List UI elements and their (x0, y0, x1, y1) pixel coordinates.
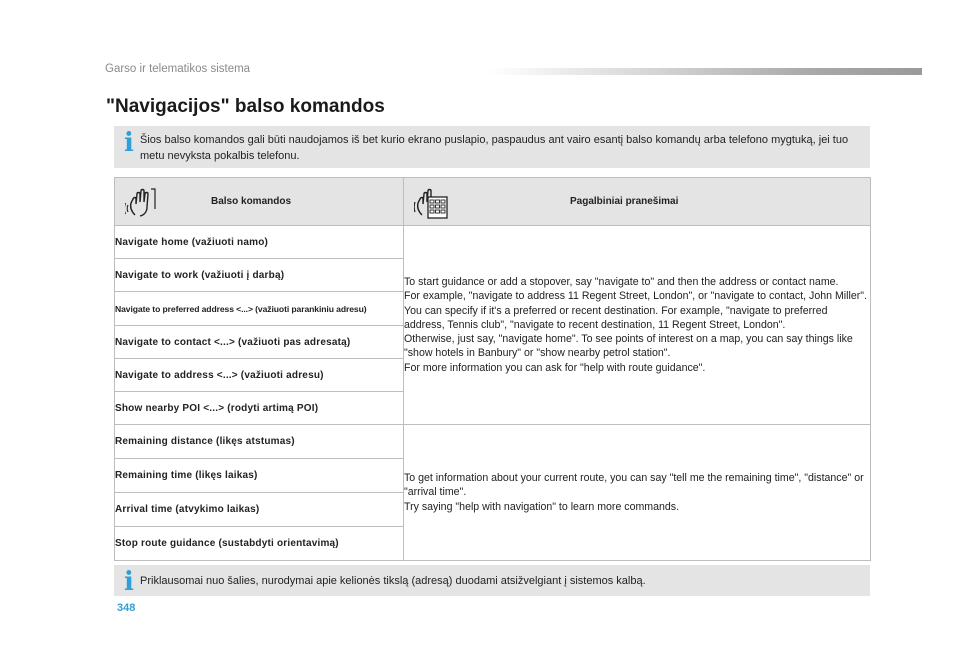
page-number: 348 (117, 602, 136, 614)
header-gradient-bar (488, 68, 922, 75)
info-box-top-text: Šios balso komandos gali būti naudojamos iš bet kurio ekrano puslapio, paspaudus ant vairo esantį balso komandų arba telefono mygtuką, jei tuo metu nevyksta pokalbis telefonu. (140, 134, 849, 162)
col2-header-label: Pagalbiniai pranešimai (570, 196, 679, 207)
section-header-label: Garso ir telematikos sistema (105, 63, 251, 75)
info-box-bottom-text: Priklausomai nuo šalies, nurodymai apie kelionės tikslą (adresą) duodami atsižvelgiant į sistemos kalbą. (140, 575, 646, 587)
command-cell: Navigate home (važiuoti namo) (115, 226, 404, 259)
page-title: "Navigacijos" balso komandos (106, 96, 385, 117)
col2-header (404, 178, 871, 226)
command-cell: Remaining time (likęs laikas) (115, 459, 404, 493)
info-box-top (114, 126, 870, 168)
col1-header-label: Balso komandos (211, 196, 292, 207)
command-cell: Show nearby POI <...> (rodyti artimą POI) (115, 392, 404, 425)
info-icon: i (124, 567, 134, 597)
response-text-route-info: To get information about your current route, you can say "tell me the remaining time", "distance" or "arrival time". Try saying "help with navigation" to learn more commands. (404, 472, 864, 513)
info-icon: i (124, 128, 134, 158)
table-row (115, 226, 871, 259)
response-text-navigation: To start guidance or add a stopover, say "navigate to" and then the address or contact name. For example, "navigate to address 11 Regent Street, London", or "navigate to contact, John Miller". You can specify if it's a preferred or recent destination. For example, "navigate to preferred address, Tennis club", "navigate to recent destination, 11 Regent Street, London". Otherwise, just say, "navigate home". To see points of interest on a map, you can say things like "show hotels in Banbury" or "show nearby petrol station". For more information you can ask for "help with route guidance". (404, 276, 867, 374)
command-cell: Navigate to contact <...> (važiuoti pas adresatą) (115, 326, 404, 359)
command-cell: Remaining distance (likęs atstumas) (115, 425, 404, 459)
voice-hand-icon (125, 185, 159, 219)
command-cell: Arrival time (atvykimo laikas) (115, 493, 404, 527)
info-box-bottom (114, 565, 870, 596)
col1-header (115, 178, 404, 226)
command-cell: Navigate to work (važiuoti į darbą) (115, 259, 404, 292)
response-cell-route-info (404, 425, 871, 561)
voice-commands-table (114, 177, 871, 561)
response-cell-navigation (404, 226, 871, 425)
keypad-hand-icon (414, 185, 448, 219)
command-cell: Navigate to preferred address <...> (važiuoti parankiniu adresu) (115, 292, 404, 326)
command-cell: Navigate to address <...> (važiuoti adresu) (115, 359, 404, 392)
table-header-row (115, 178, 871, 226)
command-cell: Stop route guidance (sustabdyti orientavimą) (115, 527, 404, 561)
table-row (115, 425, 871, 459)
